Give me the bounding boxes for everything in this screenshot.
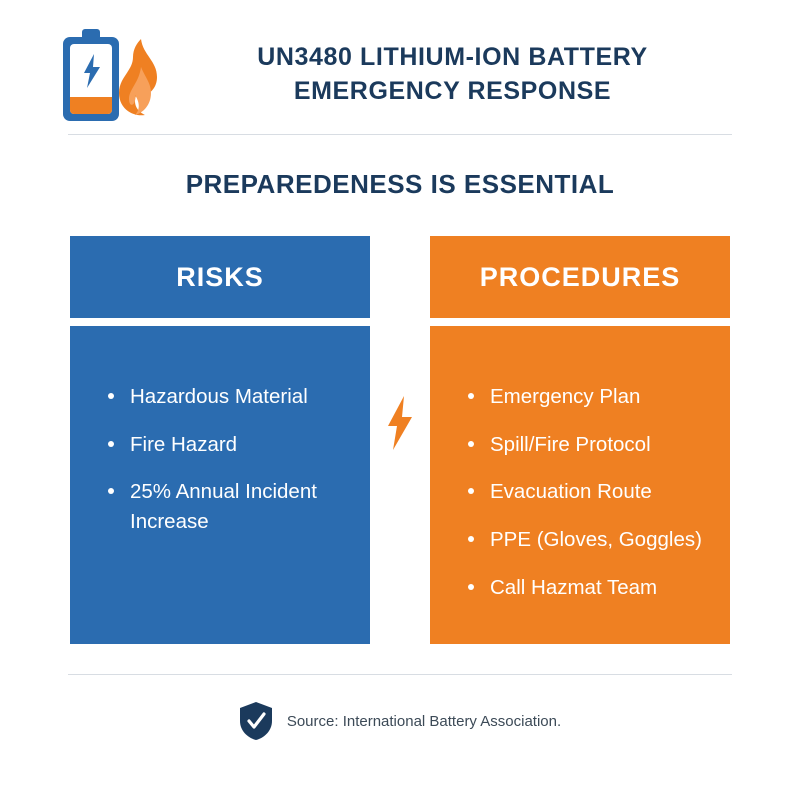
footer: [0, 701, 800, 741]
header: [0, 0, 800, 124]
list-item: Fire Hazard: [108, 430, 352, 460]
subtitle: PREPAREDENESS IS ESSENTIAL: [185, 169, 615, 199]
page-title-line-1: UN3480 LITHIUM-ION BATTERY: [257, 43, 648, 72]
source-text: Source: International Battery Association.: [286, 712, 562, 730]
lightning-bolt-icon: [385, 396, 415, 450]
list-item: Hazardous Material: [108, 382, 352, 412]
battery-bolt-icon: [82, 54, 102, 88]
column-procedures-heading: PROCEDURES: [430, 236, 730, 318]
list-item: Evacuation Route: [468, 477, 712, 507]
columns-container: [0, 236, 800, 644]
procedures-list: [434, 382, 726, 603]
list-item: Emergency Plan: [468, 382, 712, 412]
battery-inner: [70, 44, 112, 114]
header-divider: [68, 134, 732, 135]
list-item: 25% Annual Incident Increase: [108, 477, 352, 536]
column-procedures: [430, 236, 730, 644]
column-risks: [70, 236, 370, 644]
title-block: [175, 41, 760, 109]
column-risks-body: [70, 326, 370, 644]
flame-icon: [111, 39, 169, 125]
column-procedures-body: [430, 326, 730, 644]
list-item: Call Hazmat Team: [468, 573, 712, 603]
page-title-line-2: EMERGENCY RESPONSE: [293, 77, 612, 105]
footer-divider: [68, 674, 732, 675]
list-item: Spill/Fire Protocol: [468, 430, 712, 460]
battery-fill: [70, 97, 112, 114]
column-risks-heading: RISKS: [70, 236, 370, 318]
header-icon-group: [55, 25, 175, 125]
list-item: PPE (Gloves, Goggles): [468, 525, 712, 555]
shield-check-icon: [239, 701, 273, 741]
risks-list: [74, 382, 366, 537]
